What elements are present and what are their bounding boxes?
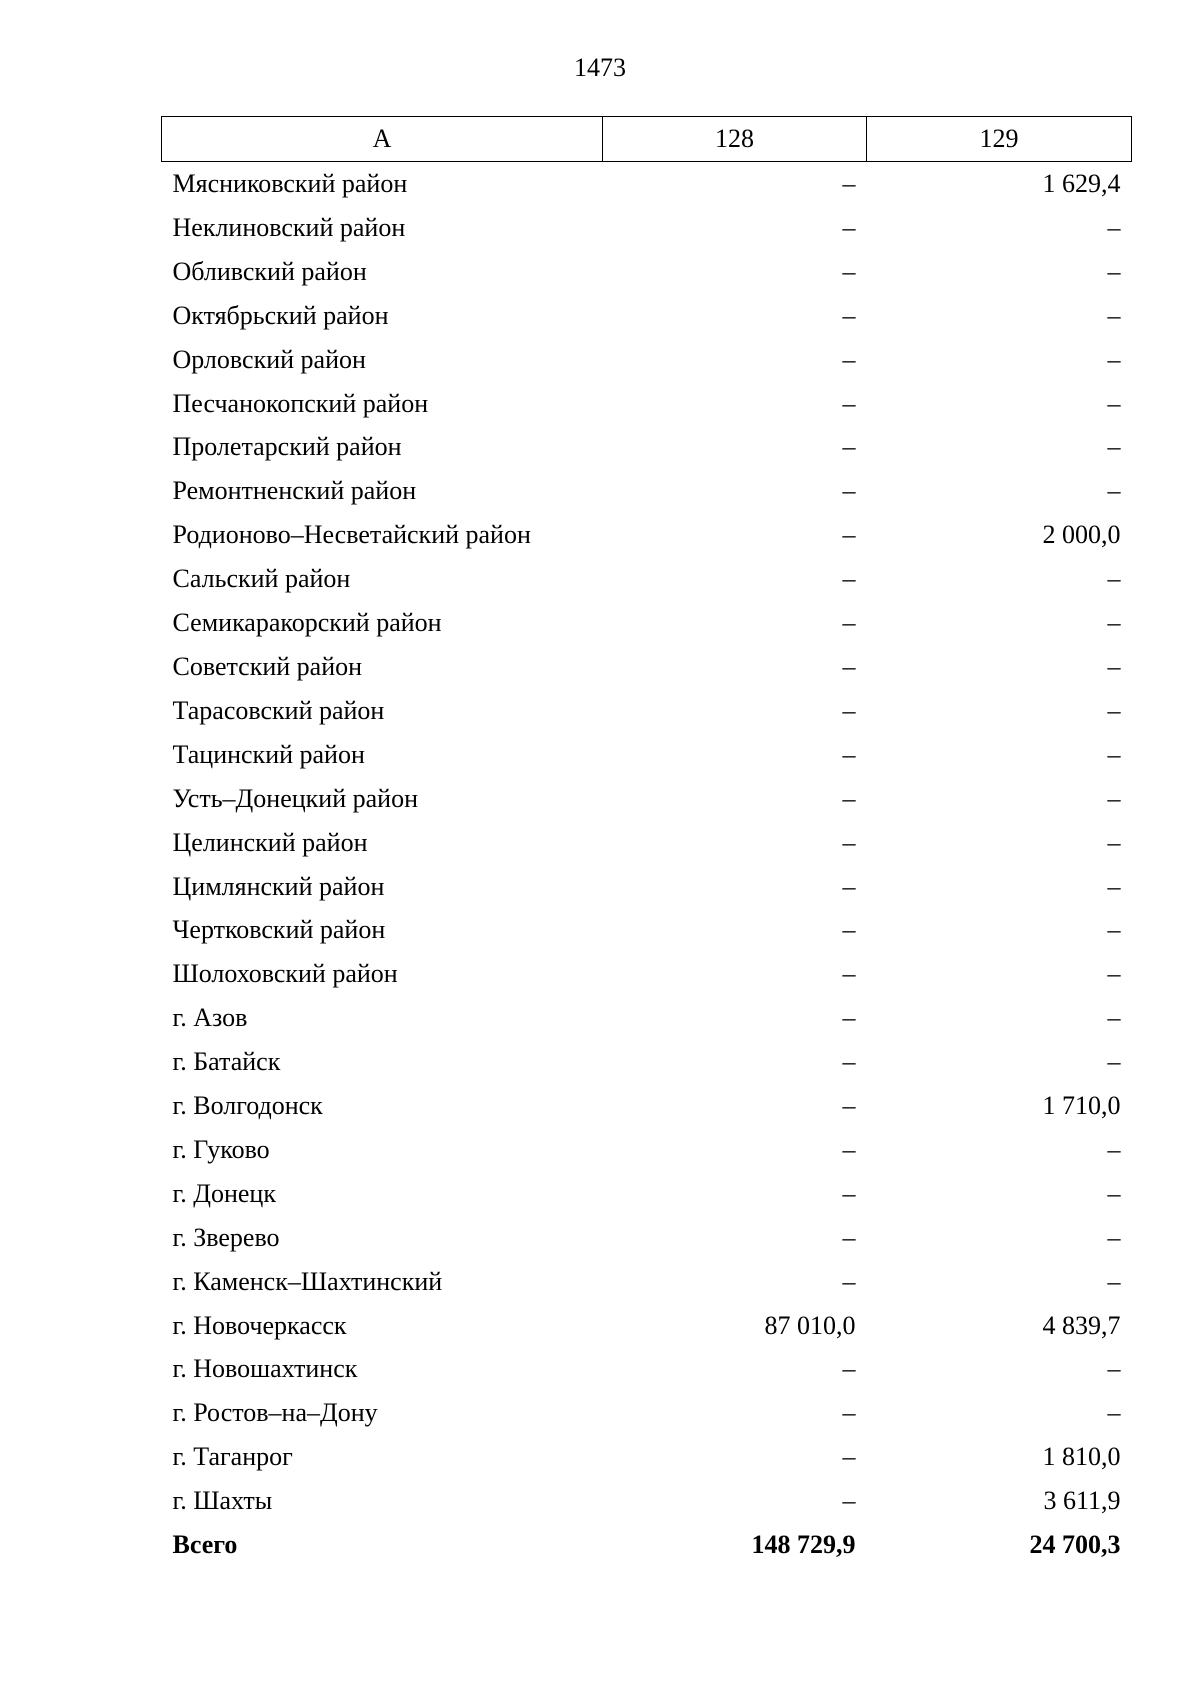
- row-value-129: –: [1107, 564, 1121, 594]
- row-value-129: –: [1107, 300, 1121, 330]
- row-name: Обливский район: [172, 256, 367, 286]
- table-row: [162, 162, 1132, 206]
- row-value-129: 4 839,7: [1042, 1310, 1121, 1340]
- row-name: г. Донецк: [172, 1178, 276, 1208]
- row-value-128: –: [842, 783, 856, 813]
- row-value-128: –: [842, 1134, 856, 1164]
- row-name: г. Азов: [172, 1003, 248, 1033]
- row-name: г. Новошахтинск: [172, 1354, 358, 1384]
- row-name: Сальский район: [172, 564, 351, 594]
- row-name: Целинский район: [172, 827, 368, 857]
- table-row: [162, 382, 1132, 426]
- row-value-128: –: [842, 344, 856, 374]
- total-row: [162, 1523, 1132, 1567]
- row-name: Неклиновский район: [172, 212, 406, 242]
- row-name: г. Новочеркасск: [172, 1310, 347, 1340]
- table-row: [162, 645, 1132, 689]
- row-name: Семикаракорский район: [172, 608, 442, 638]
- row-value-128: –: [842, 1486, 856, 1516]
- table-body: [162, 162, 1132, 1568]
- row-value-129: 3 611,9: [1043, 1486, 1121, 1516]
- row-value-128: –: [842, 1354, 856, 1384]
- row-name: Шолоховский район: [172, 959, 398, 989]
- table-header: [162, 117, 1132, 162]
- row-value-128: –: [842, 871, 856, 901]
- row-value-129: –: [1107, 1178, 1121, 1208]
- table-row: [162, 1260, 1132, 1304]
- row-name: Тацинский район: [172, 739, 365, 769]
- row-value-129: –: [1107, 388, 1121, 418]
- row-value-129: –: [1107, 739, 1121, 769]
- row-value-128: –: [842, 1091, 856, 1121]
- table-row: [162, 777, 1132, 821]
- row-value-128: –: [842, 1003, 856, 1033]
- row-name: г. Зверево: [172, 1222, 280, 1252]
- table-row: [162, 952, 1132, 996]
- row-value-128: –: [842, 432, 856, 462]
- table-row: [162, 1040, 1132, 1084]
- row-value-129: –: [1107, 1134, 1121, 1164]
- row-name: Пролетарский район: [172, 432, 402, 462]
- row-value-128: –: [842, 608, 856, 638]
- row-value-129: 1 710,0: [1042, 1091, 1121, 1121]
- row-value-128: –: [842, 388, 856, 418]
- row-value-128: –: [842, 1178, 856, 1208]
- row-name: г. Гуково: [172, 1134, 270, 1164]
- budget-table: [161, 116, 1132, 1567]
- row-name: Ремонтненский район: [172, 476, 417, 506]
- row-value-129: –: [1107, 256, 1121, 286]
- header-col-129: 129: [867, 117, 1132, 162]
- table-row: [162, 1479, 1132, 1523]
- row-value-129: –: [1107, 959, 1121, 989]
- row-value-128: –: [842, 256, 856, 286]
- row-name: Усть–Донецкий район: [172, 783, 418, 813]
- table-row: [162, 821, 1132, 865]
- row-name: г. Таганрог: [172, 1442, 293, 1472]
- table-row: [162, 206, 1132, 250]
- row-value-129: 1 629,4: [1042, 169, 1121, 198]
- row-name: г. Батайск: [172, 1047, 281, 1077]
- table-row: [162, 294, 1132, 338]
- row-value-128: –: [842, 959, 856, 989]
- row-name: Октябрьский район: [172, 300, 389, 330]
- row-value-129: –: [1107, 212, 1121, 242]
- table-row: [162, 996, 1132, 1040]
- row-name: Советский район: [172, 651, 363, 681]
- header-col-a: А: [162, 117, 603, 162]
- row-value-129: –: [1107, 1222, 1121, 1252]
- row-value-129: –: [1107, 1047, 1121, 1077]
- row-value-128: 148 729,9: [751, 1530, 856, 1560]
- row-value-129: –: [1107, 1266, 1121, 1296]
- row-value-128: –: [842, 695, 856, 725]
- row-name: г. Ростов–на–Дону: [172, 1398, 378, 1428]
- table-row: [162, 1347, 1132, 1391]
- row-value-129: –: [1107, 432, 1121, 462]
- row-name: Тарасовский район: [172, 695, 385, 725]
- row-name: Цимлянский район: [172, 871, 385, 901]
- table-row: [162, 908, 1132, 952]
- table-row: [162, 865, 1132, 909]
- table-row: [162, 557, 1132, 601]
- row-value-128: –: [842, 520, 856, 550]
- row-value-129: –: [1107, 871, 1121, 901]
- row-value-128: –: [842, 651, 856, 681]
- row-value-129: –: [1107, 651, 1121, 681]
- row-value-128: –: [842, 212, 856, 242]
- row-value-129: –: [1107, 1398, 1121, 1428]
- row-name: Родионово–Несветайский район: [172, 520, 531, 550]
- row-value-128: –: [842, 1266, 856, 1296]
- row-name: Чертковский район: [172, 915, 386, 945]
- row-value-129: –: [1107, 827, 1121, 857]
- table-row: [162, 513, 1132, 557]
- row-name: г. Шахты: [172, 1486, 273, 1516]
- table-row: [162, 1304, 1132, 1348]
- row-value-128: 87 010,0: [764, 1310, 856, 1340]
- table-row: [162, 689, 1132, 733]
- row-name: г. Волгодонск: [172, 1091, 323, 1121]
- table-row: [162, 338, 1132, 382]
- row-value-129: –: [1107, 783, 1121, 813]
- page-number: 1473: [574, 53, 626, 82]
- row-value-128: –: [842, 915, 856, 945]
- table-row: [162, 733, 1132, 777]
- row-value-128: –: [842, 1047, 856, 1077]
- row-value-129: –: [1107, 608, 1121, 638]
- row-value-129: –: [1107, 1003, 1121, 1033]
- row-value-128: –: [842, 739, 856, 769]
- header-row: [162, 117, 1132, 162]
- table-row: [162, 469, 1132, 513]
- table-row: [162, 1172, 1132, 1216]
- row-value-128: –: [842, 1442, 856, 1472]
- header-col-128: 128: [603, 117, 867, 162]
- row-value-128: –: [842, 300, 856, 330]
- table-row: [162, 1391, 1132, 1435]
- table-row: [162, 425, 1132, 469]
- row-value-128: –: [842, 1398, 856, 1428]
- row-value-129: –: [1107, 476, 1121, 506]
- table-row: [162, 1128, 1132, 1172]
- row-value-128: –: [842, 564, 856, 594]
- table-row: [162, 250, 1132, 294]
- table-row: [162, 1216, 1132, 1260]
- row-value-129: –: [1107, 344, 1121, 374]
- row-value-128: –: [842, 476, 856, 506]
- row-value-129: 2 000,0: [1042, 520, 1121, 550]
- row-value-128: –: [842, 169, 856, 198]
- row-value-128: –: [842, 827, 856, 857]
- row-value-128: –: [842, 1222, 856, 1252]
- row-name: Орловский район: [172, 344, 366, 374]
- table-row: [162, 1084, 1132, 1128]
- row-value-129: 24 700,3: [1029, 1530, 1121, 1560]
- row-name: г. Каменск–Шахтинский: [172, 1266, 443, 1296]
- row-name: Песчанокопский район: [172, 388, 429, 418]
- row-value-129: –: [1107, 695, 1121, 725]
- row-value-129: –: [1107, 915, 1121, 945]
- row-value-129: 1 810,0: [1042, 1442, 1121, 1472]
- row-value-129: –: [1107, 1354, 1121, 1384]
- row-name: Всего: [172, 1530, 238, 1560]
- table-row: [162, 1435, 1132, 1479]
- table-row: [162, 601, 1132, 645]
- row-name: Мясниковский район: [172, 169, 408, 198]
